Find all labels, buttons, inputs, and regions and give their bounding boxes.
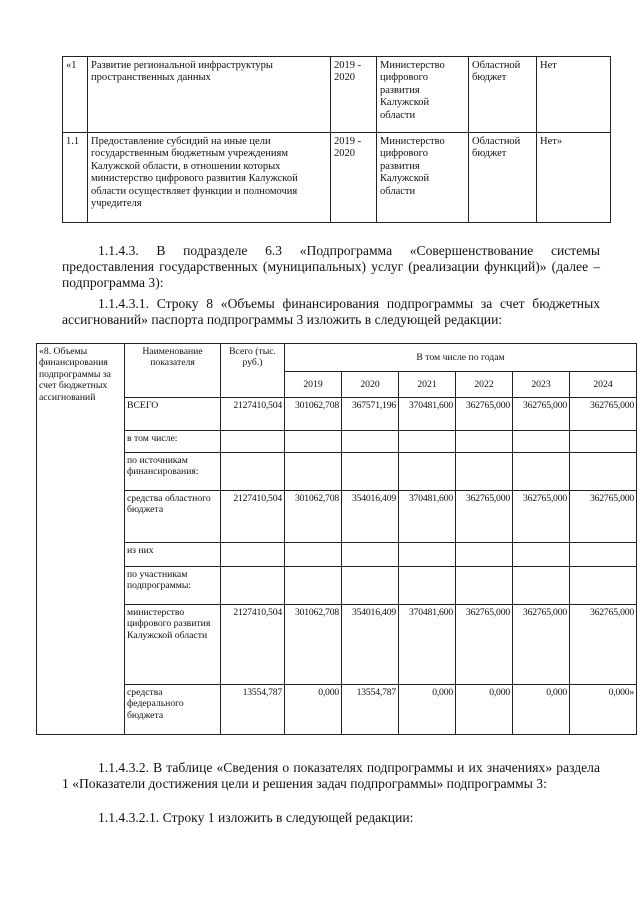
paragraph-3: 1.1.4.3.2. В таблице «Сведения о показателях подпрограммы и их значениях» раздела 1 «Показатели достижения цели и решения задач подпрограммы» подпрограммы 3: [62, 760, 600, 791]
indicator-label: из них [125, 543, 221, 567]
indicator-label: средства федерального бюджета [125, 685, 221, 735]
value-2019 [285, 543, 342, 567]
value-2024 [570, 431, 637, 453]
total-value: 2127410,504 [221, 491, 285, 543]
value-2019: 301062,708 [285, 491, 342, 543]
period: 2019 - 2020 [331, 133, 377, 223]
table-row [63, 57, 611, 133]
value-2019: 301062,708 [285, 605, 342, 685]
table-row [37, 543, 637, 567]
year-2020: 2020 [342, 372, 399, 398]
value-2023: 0,000 [513, 685, 570, 735]
total-value: 2127410,504 [221, 605, 285, 685]
paragraph-4: 1.1.4.3.2.1. Строку 1 изложить в следующей редакции: [98, 810, 414, 825]
table-row [37, 685, 637, 735]
measure-name: Развитие региональной инфраструктуры пространственных данных [88, 57, 331, 133]
year-2023: 2023 [513, 372, 570, 398]
value-2021: 370481,600 [399, 605, 456, 685]
value-2020 [342, 431, 399, 453]
total-value [221, 567, 285, 605]
value-2024 [570, 543, 637, 567]
indicator-label: в том числе: [125, 431, 221, 453]
value-2022: 362765,000 [456, 398, 513, 431]
executor: Министерство цифрового развития Калужской области [377, 133, 469, 223]
table-row [37, 491, 637, 543]
value-2022 [456, 453, 513, 491]
value-2023 [513, 453, 570, 491]
year-2021: 2021 [399, 372, 456, 398]
total-value: 2127410,504 [221, 398, 285, 431]
indicator-label: ВСЕГО [125, 398, 221, 431]
period: 2019 - 2020 [331, 57, 377, 133]
value-2023 [513, 567, 570, 605]
value-2020: 367571,196 [342, 398, 399, 431]
value-2019 [285, 453, 342, 491]
table-row [37, 567, 637, 605]
year-2024: 2024 [570, 372, 637, 398]
value-2021: 370481,600 [399, 398, 456, 431]
year-2022: 2022 [456, 372, 513, 398]
row-label: «8. Объемы финансирования подпрограммы за счет бюджетных ассигнований [37, 344, 125, 735]
table-row [63, 133, 611, 223]
value-2023: 362765,000 [513, 398, 570, 431]
paragraph-2: 1.1.4.3.1. Строку 8 «Объемы финансирования подпрограммы за счет бюджетных ассигнований» паспорта подпрограммы 3 изложить в следующей редакции: [62, 296, 600, 327]
value-2024: 362765,000 [570, 605, 637, 685]
financing-table [36, 343, 637, 735]
value-2022 [456, 543, 513, 567]
table-row [37, 605, 637, 685]
value-2023: 362765,000 [513, 605, 570, 685]
total-value [221, 543, 285, 567]
row-number: 1.1 [63, 133, 88, 223]
flag: Нет [537, 57, 611, 133]
value-2021 [399, 543, 456, 567]
value-2022 [456, 431, 513, 453]
value-2021 [399, 453, 456, 491]
funding-source: Областной бюджет [469, 133, 537, 223]
value-2020 [342, 567, 399, 605]
value-2021: 370481,600 [399, 491, 456, 543]
total-value [221, 431, 285, 453]
indicator-header: Наименование показателя [125, 344, 221, 398]
year-2019: 2019 [285, 372, 342, 398]
table-row [37, 431, 637, 453]
value-2019: 0,000 [285, 685, 342, 735]
total-value [221, 453, 285, 491]
indicator-label: по источникам финансирования: [125, 453, 221, 491]
indicator-label: по участникам подпрограммы: [125, 567, 221, 605]
table-row [37, 453, 637, 491]
value-2022 [456, 567, 513, 605]
total-value: 13554,787 [221, 685, 285, 735]
indicator-label: министерство цифрового развития Калужской области [125, 605, 221, 685]
flag: Нет» [537, 133, 611, 223]
value-2023: 362765,000 [513, 491, 570, 543]
value-2022: 362765,000 [456, 605, 513, 685]
value-2020: 354016,409 [342, 491, 399, 543]
total-header: Всего (тыс. руб.) [221, 344, 285, 398]
value-2019 [285, 567, 342, 605]
row-number: «1 [63, 57, 88, 133]
value-2020: 13554,787 [342, 685, 399, 735]
paragraph-1: 1.1.4.3. В подразделе 6.3 «Подпрограмма «Совершенствование системы предоставления государственных (муниципальных) услуг (реализации функций)» (далее – подпрограмма 3): [62, 243, 600, 290]
value-2024: 0,000» [570, 685, 637, 735]
table-row [37, 398, 637, 431]
value-2024 [570, 567, 637, 605]
years-header: В том числе по годам [285, 344, 637, 372]
value-2023 [513, 431, 570, 453]
funding-source: Областной бюджет [469, 57, 537, 133]
value-2021 [399, 431, 456, 453]
measure-name: Предоставление субсидий на иные цели государственным бюджетным учреждениям Калужской области, в отношении которых министерство цифрового развития Калужской области осуществляет функции и полномочия учредителя [88, 133, 331, 223]
value-2020 [342, 453, 399, 491]
value-2021: 0,000 [399, 685, 456, 735]
value-2022: 0,000 [456, 685, 513, 735]
value-2019: 301062,708 [285, 398, 342, 431]
value-2024: 362765,000 [570, 398, 637, 431]
indicator-label: средства областного бюджета [125, 491, 221, 543]
value-2023 [513, 543, 570, 567]
value-2022: 362765,000 [456, 491, 513, 543]
value-2024 [570, 453, 637, 491]
value-2019 [285, 431, 342, 453]
measures-table [62, 56, 611, 223]
value-2024: 362765,000 [570, 491, 637, 543]
value-2020: 354016,409 [342, 605, 399, 685]
executor: Министерство цифрового развития Калужской области [377, 57, 469, 133]
value-2020 [342, 543, 399, 567]
value-2021 [399, 567, 456, 605]
